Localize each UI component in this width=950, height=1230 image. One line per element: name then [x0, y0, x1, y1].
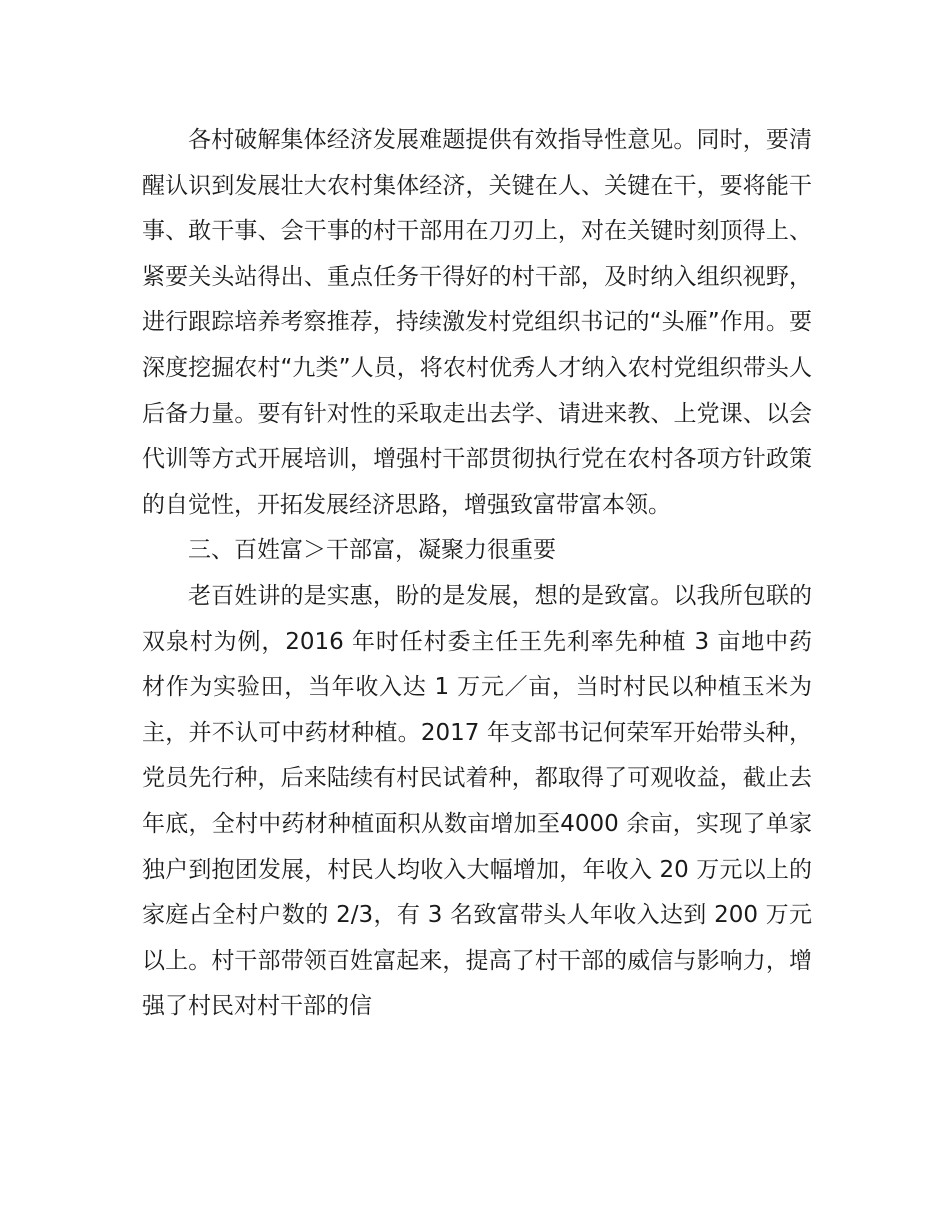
document-body — [142, 118, 812, 1030]
body-paragraph: 各村破解集体经济发展难题提供有效指导性意见。同时，要清醒认识到发展壮大农村集体经济，关键在人、关键在干，要将能干事、敢干事、会干事的村干部用在刀刃上，对在关键时刻顶得上、紧要关头站得出、重点任务干得好的村干部，及时纳入组织视野，进行跟踪培养考察推荐，持续激发村党组织书记的“头雁”作用。要深度挖掘农村“九类”人员，将农村优秀人才纳入农村党组织带头人后备力量。要有针对性的采取走出去学、请进来教、上党课、以会代训等方式开展培训，增强村干部贯彻执行党在农村各项方针政策的自觉性，开拓发展经济思路，增强致富带富本领。 — [142, 127, 812, 518]
section-heading: 三、百姓富＞干部富，凝聚力很重要 — [188, 537, 556, 564]
body-paragraph: 老百姓讲的是实惠，盼的是发展，想的是致富。以我所包联的双泉村为例，2016 年时任村委主任王先利率先种植 3 亩地中药材作为实验田，当年收入达 1 万元／亩，当时村民以种植玉米为主，并不认可中药材种植。2017 年支部书记何荣军开始带头种，党员先行种，后来陆续有村民试着种，都取得了可观收益，截止去年底，全村中药材种植面积从数亩增加至4000 余亩，实现了单家独户到抱团发展，村民人均收入大幅增加，年收入 20 万元以上的家庭占全村户数的 2/3，有 3 名致富带头人年收入达到 200 万元以上。村干部带领百姓富起来，提高了村干部的威信与影响力，增强了村民对村干部的信 — [142, 582, 812, 1020]
